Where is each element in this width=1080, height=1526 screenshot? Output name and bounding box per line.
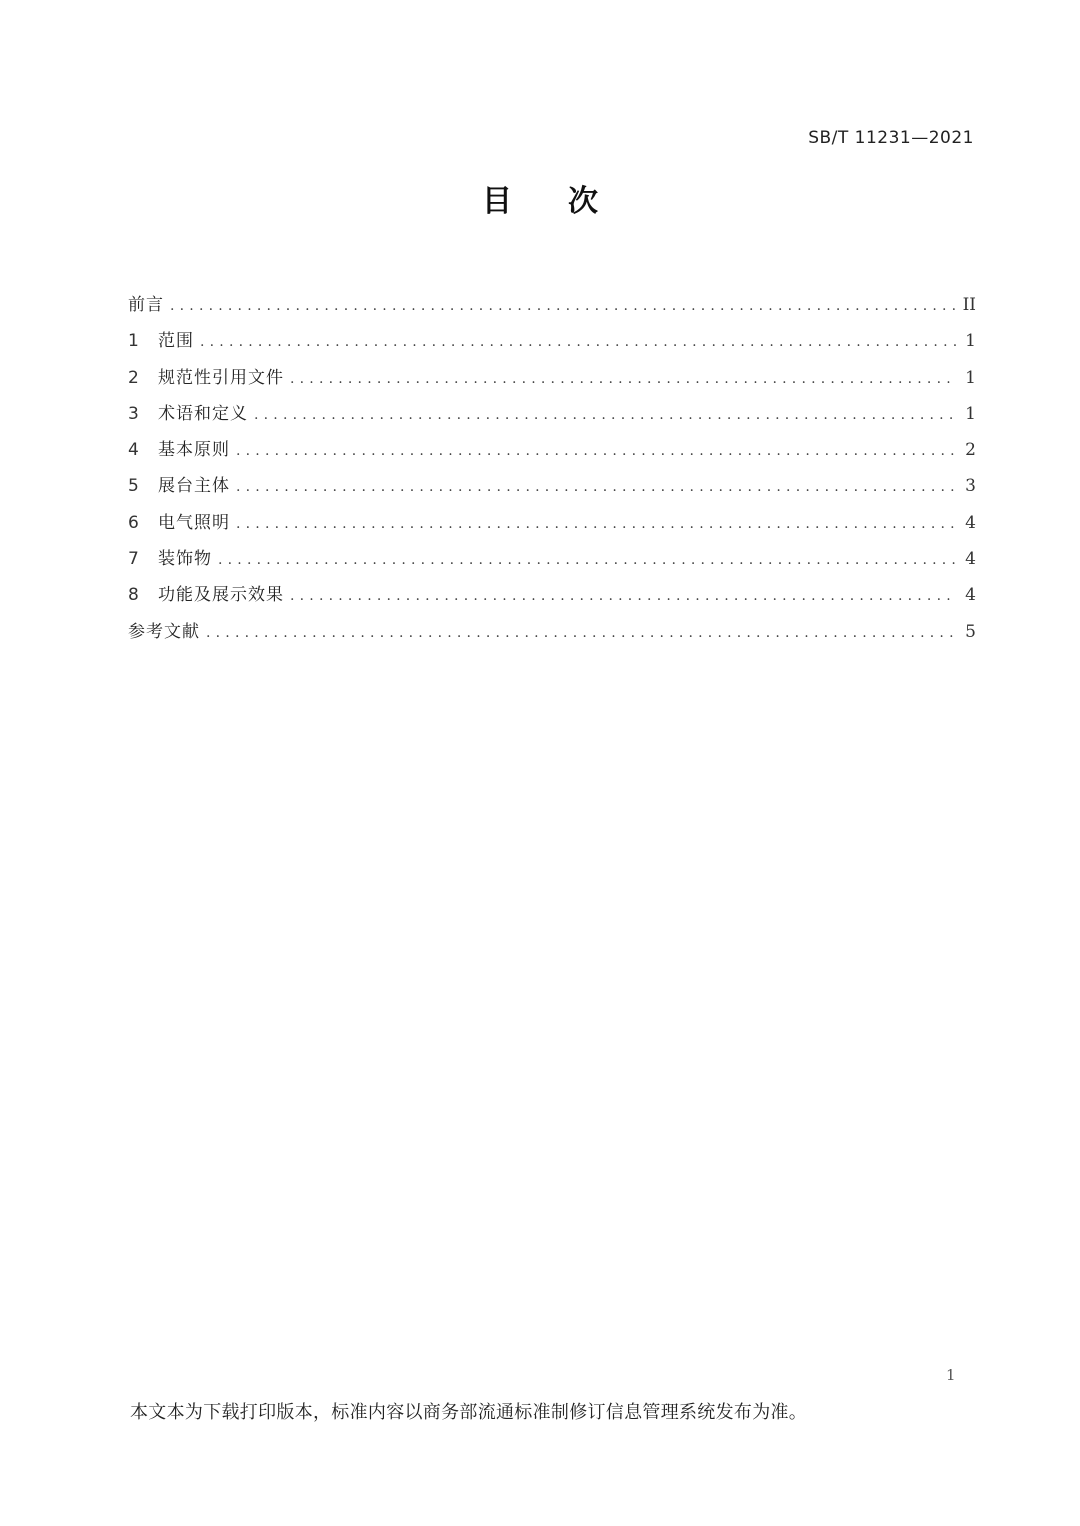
toc-entry-foreword[interactable] bbox=[128, 290, 976, 326]
toc-leader-dots bbox=[218, 552, 956, 568]
toc-entry-2[interactable] bbox=[128, 363, 976, 399]
toc-entry-6[interactable] bbox=[128, 508, 976, 544]
toc-leader-dots bbox=[200, 334, 956, 350]
table-of-contents bbox=[128, 290, 976, 653]
toc-entry-number: 3 bbox=[128, 403, 139, 424]
toc-entry-label: 范围 bbox=[158, 331, 194, 352]
toc-entry-7[interactable] bbox=[128, 544, 976, 580]
toc-leader-dots bbox=[170, 298, 956, 314]
toc-entry-label: 电气照明 bbox=[158, 512, 230, 533]
toc-entry-page: 1 bbox=[965, 403, 976, 424]
toc-entry-page: 1 bbox=[965, 367, 976, 388]
toc-entry-3[interactable] bbox=[128, 399, 976, 435]
toc-entry-label: 术语和定义 bbox=[158, 403, 248, 424]
toc-entry-page: 4 bbox=[965, 549, 976, 570]
toc-entry-1[interactable] bbox=[128, 326, 976, 362]
toc-entry-number: 5 bbox=[128, 476, 139, 497]
toc-entry-5[interactable] bbox=[128, 471, 976, 507]
page-number: 1 bbox=[946, 1366, 956, 1384]
toc-entry-number: 6 bbox=[128, 512, 139, 533]
toc-leader-dots bbox=[236, 479, 956, 495]
toc-leader-dots bbox=[206, 625, 956, 641]
toc-entry-references[interactable] bbox=[128, 617, 976, 653]
toc-entry-number: 8 bbox=[128, 585, 139, 606]
toc-entry-label: 前言 bbox=[128, 295, 164, 315]
toc-entry-page: 4 bbox=[965, 585, 976, 606]
toc-entry-page: 4 bbox=[965, 512, 976, 533]
toc-entry-label: 功能及展示效果 bbox=[158, 585, 284, 606]
toc-entry-label: 展台主体 bbox=[158, 476, 230, 497]
toc-leader-dots bbox=[290, 588, 956, 604]
toc-leader-dots bbox=[290, 371, 956, 387]
toc-entry-label: 参考文献 bbox=[128, 621, 200, 642]
standard-code: SB/T 11231—2021 bbox=[808, 128, 974, 148]
toc-entry-number: 7 bbox=[128, 549, 139, 570]
page-title: 目次 bbox=[482, 184, 654, 219]
toc-leader-dots bbox=[254, 407, 956, 423]
footer-note: 本文本为下载打印版本，标准内容以商务部流通标准制修订信息管理系统发布为准。 bbox=[130, 1402, 808, 1423]
toc-entry-label: 装饰物 bbox=[158, 549, 212, 570]
toc-entry-number: 2 bbox=[128, 367, 139, 388]
toc-entry-label: 规范性引用文件 bbox=[158, 367, 284, 388]
toc-entry-number: 1 bbox=[128, 331, 139, 352]
toc-entry-page: 5 bbox=[965, 621, 976, 642]
toc-entry-4[interactable] bbox=[128, 435, 976, 471]
toc-leader-dots bbox=[236, 443, 956, 459]
toc-entry-8[interactable] bbox=[128, 580, 976, 616]
toc-entry-label: 基本原则 bbox=[158, 440, 230, 461]
toc-entry-page: II bbox=[962, 295, 976, 315]
toc-entry-page: 1 bbox=[965, 331, 976, 352]
toc-entry-page: 3 bbox=[965, 476, 976, 497]
toc-leader-dots bbox=[236, 516, 956, 532]
toc-entry-number: 4 bbox=[128, 440, 139, 461]
toc-entry-page: 2 bbox=[965, 440, 976, 461]
